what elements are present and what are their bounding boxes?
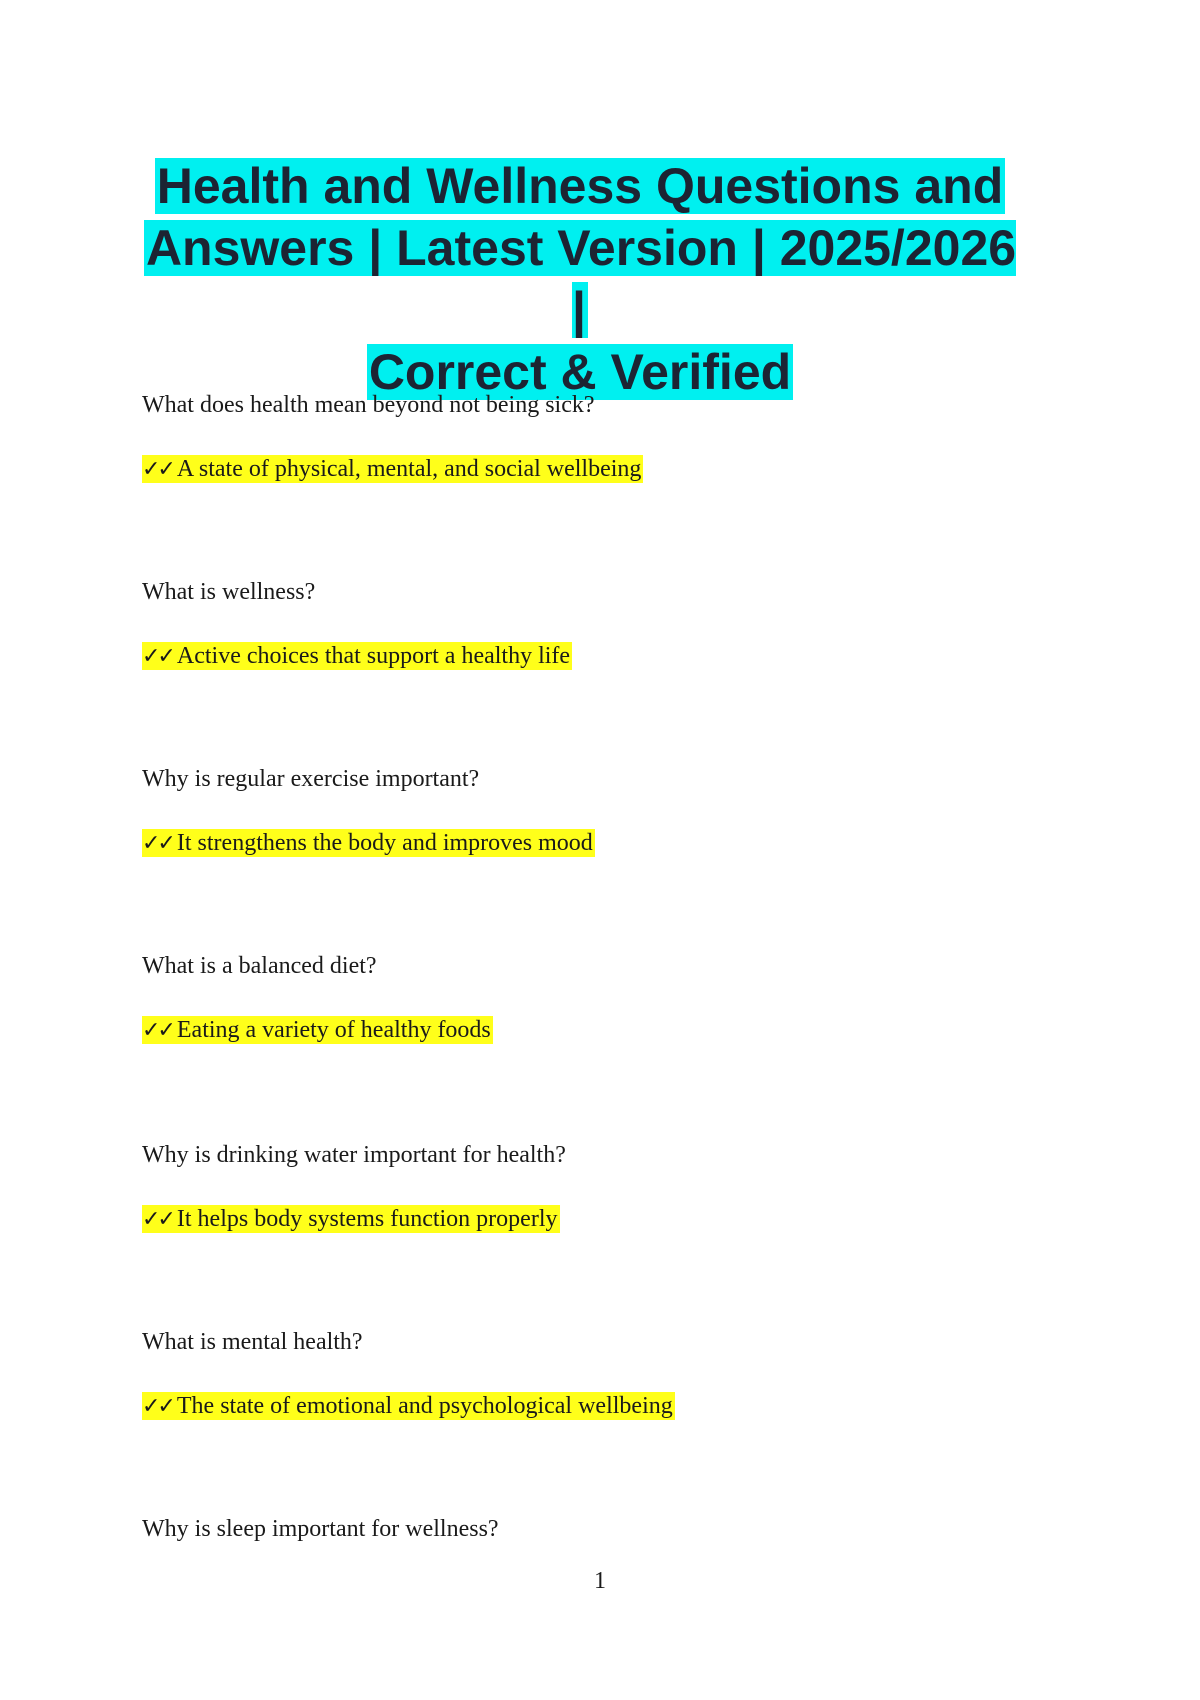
- answer-text: It helps body systems function properly: [176, 1206, 558, 1232]
- answer: [142, 641, 1042, 672]
- page-number: 1: [594, 1568, 606, 1594]
- double-check-icon: ✓✓: [142, 1018, 173, 1043]
- answer-text: Eating a variety of healthy foods: [176, 1017, 491, 1043]
- qa-item-5: [142, 1140, 1042, 1235]
- double-check-icon: ✓✓: [142, 644, 173, 669]
- answer: [142, 1015, 1042, 1046]
- answer-highlight: [142, 829, 595, 857]
- qa-item-7: [142, 1514, 1042, 1544]
- double-check-icon: ✓✓: [142, 831, 173, 856]
- question-text: What is a balanced diet?: [142, 953, 377, 979]
- double-check-icon: ✓✓: [142, 1207, 173, 1232]
- answer: [142, 828, 1042, 859]
- answer-text: It strengthens the body and improves mood: [176, 830, 593, 856]
- question-text: Why is regular exercise important?: [142, 766, 480, 792]
- qa-item-6: [142, 1327, 1042, 1422]
- answer-text: Active choices that support a healthy life: [176, 643, 571, 669]
- qa-item-1: [142, 390, 1042, 485]
- qa-item-3: [142, 764, 1042, 859]
- qa-item-4: [142, 951, 1042, 1046]
- answer-highlight: [142, 1016, 493, 1044]
- question-text: Why is drinking water important for health?: [142, 1142, 566, 1168]
- answer-text: The state of emotional and psychological wellbeing: [176, 1393, 673, 1419]
- title-line-3: Correct & Verified: [368, 344, 792, 400]
- answer: [142, 1391, 1042, 1422]
- question-text: What does health mean beyond not being sick?: [142, 392, 595, 418]
- title-line-2: Answers | Latest Version | 2025/2026 |: [145, 220, 1017, 338]
- document-title: [130, 155, 1030, 403]
- qa-item-2: [142, 577, 1042, 672]
- answer: [142, 454, 1042, 485]
- answer-highlight: [142, 455, 643, 483]
- double-check-icon: ✓✓: [142, 1394, 173, 1419]
- question-text: What is wellness?: [142, 579, 316, 605]
- answer-highlight: [142, 1392, 675, 1420]
- question-text: What is mental health?: [142, 1329, 363, 1355]
- answer: [142, 1204, 1042, 1235]
- answer-text: A state of physical, mental, and social wellbeing: [176, 456, 642, 482]
- double-check-icon: ✓✓: [142, 457, 173, 482]
- answer-highlight: [142, 642, 572, 670]
- answer-highlight: [142, 1205, 560, 1233]
- title-line-1: Health and Wellness Questions and: [156, 158, 1004, 214]
- question-text: Why is sleep important for wellness?: [142, 1516, 499, 1542]
